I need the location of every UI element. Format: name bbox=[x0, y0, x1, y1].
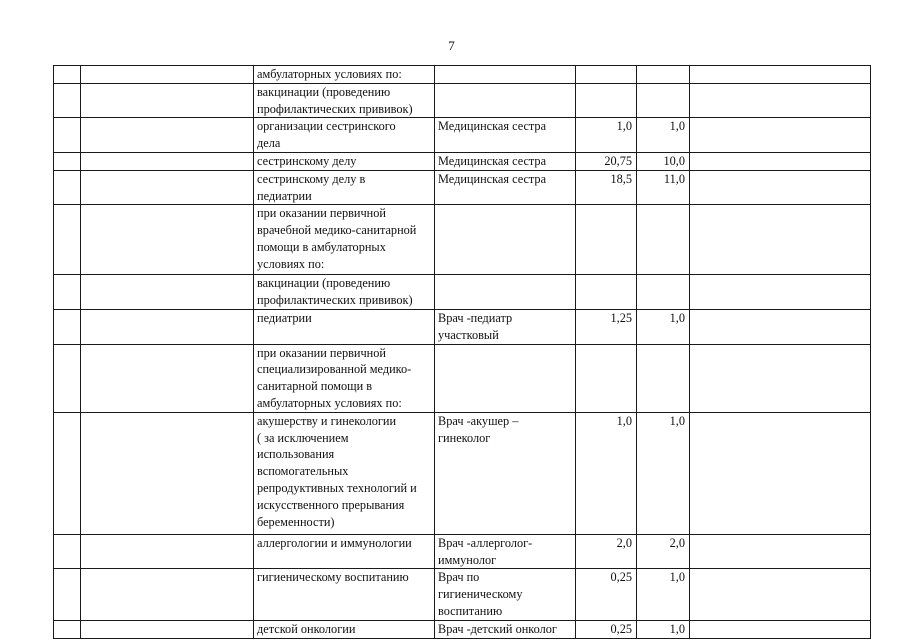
cell-activity-text: при оказании первичной специализированной медико- санитарной помощи в амбулаторных условиях по: bbox=[257, 345, 412, 410]
table-row bbox=[54, 569, 871, 620]
cell-activity bbox=[254, 205, 435, 275]
cell-position-text: Врач -педиатр участковый bbox=[438, 310, 513, 342]
cell-value-1 bbox=[576, 275, 637, 310]
cell-activity-text: амбулаторных условиях по: bbox=[257, 67, 402, 81]
cell-value-2-text: 1,0 bbox=[669, 413, 685, 428]
cell-value-2 bbox=[637, 569, 690, 620]
cell-number bbox=[54, 344, 81, 412]
table-row bbox=[54, 309, 871, 344]
cell-position bbox=[435, 344, 576, 412]
cell-position bbox=[435, 275, 576, 310]
cell-note bbox=[690, 83, 871, 118]
cell-activity bbox=[254, 83, 435, 118]
table-row bbox=[54, 83, 871, 118]
cell-value-1 bbox=[576, 412, 637, 534]
cell-activity bbox=[254, 569, 435, 620]
cell-value-2 bbox=[637, 344, 690, 412]
cell-value-1 bbox=[576, 205, 637, 275]
cell-note bbox=[690, 66, 871, 84]
cell-blank bbox=[81, 205, 254, 275]
cell-number bbox=[54, 66, 81, 84]
cell-value-1-text: 1,25 bbox=[610, 310, 632, 325]
cell-value-1 bbox=[576, 620, 637, 638]
cell-position bbox=[435, 66, 576, 84]
cell-value-2 bbox=[637, 66, 690, 84]
cell-note bbox=[690, 205, 871, 275]
cell-value-1 bbox=[576, 66, 637, 84]
cell-note bbox=[690, 534, 871, 569]
cell-number bbox=[54, 170, 81, 205]
cell-value-2-text: 11,0 bbox=[663, 171, 685, 186]
cell-activity-text: педиатрии bbox=[257, 310, 312, 325]
cell-activity bbox=[254, 152, 435, 170]
cell-blank bbox=[81, 309, 254, 344]
cell-value-1 bbox=[576, 152, 637, 170]
cell-blank bbox=[81, 620, 254, 638]
cell-activity bbox=[254, 620, 435, 638]
cell-activity bbox=[254, 534, 435, 569]
cell-number bbox=[54, 534, 81, 569]
table-row bbox=[54, 205, 871, 275]
table-row bbox=[54, 534, 871, 569]
cell-number bbox=[54, 83, 81, 118]
cell-note bbox=[690, 344, 871, 412]
cell-value-1-text: 20,75 bbox=[604, 153, 632, 168]
cell-number bbox=[54, 205, 81, 275]
cell-note bbox=[690, 170, 871, 205]
cell-position-text: Врач -детский онколог bbox=[438, 621, 557, 636]
cell-value-1 bbox=[576, 344, 637, 412]
cell-position-text: Медицинская сестра bbox=[438, 171, 547, 186]
cell-value-1 bbox=[576, 569, 637, 620]
cell-position-text: Врач по гигиеническому воспитанию bbox=[438, 570, 523, 618]
cell-value-2 bbox=[637, 412, 690, 534]
cell-value-2 bbox=[637, 620, 690, 638]
cell-value-2-text: 1,0 bbox=[669, 621, 685, 636]
cell-activity bbox=[254, 66, 435, 84]
cell-value-2 bbox=[637, 170, 690, 205]
cell-value-1 bbox=[576, 534, 637, 569]
cell-position bbox=[435, 309, 576, 344]
cell-blank bbox=[81, 66, 254, 84]
cell-blank bbox=[81, 170, 254, 205]
cell-note bbox=[690, 275, 871, 310]
cell-value-2 bbox=[637, 118, 690, 153]
table-row bbox=[54, 66, 871, 84]
cell-activity bbox=[254, 275, 435, 310]
cell-value-2-text: 1,0 bbox=[669, 310, 685, 325]
cell-blank bbox=[81, 275, 254, 310]
cell-value-1-text: 0,25 bbox=[610, 621, 632, 636]
cell-position bbox=[435, 412, 576, 534]
cell-position bbox=[435, 205, 576, 275]
cell-activity-text: акушерству и гинекологии ( за исключением использования вспомогательных репродуктивных технологий и искусственного прерывания беременности) bbox=[257, 413, 417, 529]
cell-blank bbox=[81, 152, 254, 170]
staffing-table bbox=[53, 65, 871, 639]
cell-value-1-text: 18,5 bbox=[610, 171, 632, 186]
cell-number bbox=[54, 152, 81, 170]
cell-value-1-text: 1,0 bbox=[616, 413, 632, 428]
cell-note bbox=[690, 569, 871, 620]
cell-value-2-text: 10,0 bbox=[663, 153, 685, 168]
cell-blank bbox=[81, 569, 254, 620]
cell-position bbox=[435, 118, 576, 153]
table-row bbox=[54, 344, 871, 412]
cell-value-1 bbox=[576, 118, 637, 153]
cell-value-1-text: 0,25 bbox=[610, 570, 632, 585]
cell-value-1 bbox=[576, 309, 637, 344]
cell-activity bbox=[254, 309, 435, 344]
cell-blank bbox=[81, 344, 254, 412]
cell-activity-text: вакцинации (проведению профилактических прививок) bbox=[257, 276, 413, 308]
cell-blank bbox=[81, 534, 254, 569]
cell-value-1 bbox=[576, 83, 637, 118]
cell-blank bbox=[81, 412, 254, 534]
cell-position bbox=[435, 569, 576, 620]
table-row bbox=[54, 412, 871, 534]
cell-position-text: Медицинская сестра bbox=[438, 119, 547, 134]
page-number: 7 bbox=[448, 38, 455, 53]
table-row bbox=[54, 170, 871, 205]
cell-value-2 bbox=[637, 534, 690, 569]
cell-activity-text: гигиеническому воспитанию bbox=[257, 570, 409, 585]
cell-value-2 bbox=[637, 83, 690, 118]
cell-activity-text: аллергологии и иммунологии bbox=[257, 535, 412, 550]
table-row bbox=[54, 118, 871, 153]
cell-value-2 bbox=[637, 275, 690, 310]
cell-note bbox=[690, 620, 871, 638]
table-row bbox=[54, 620, 871, 638]
cell-position-text: Врач -аллерголог- иммунолог bbox=[438, 535, 533, 567]
cell-activity bbox=[254, 344, 435, 412]
cell-value-2 bbox=[637, 205, 690, 275]
cell-value-1-text: 2,0 bbox=[616, 535, 632, 550]
cell-position-text: Врач -акушер – гинеколог bbox=[438, 413, 519, 445]
cell-activity-text: вакцинации (проведению профилактических прививок) bbox=[257, 84, 413, 116]
cell-activity bbox=[254, 412, 435, 534]
cell-value-1 bbox=[576, 170, 637, 205]
cell-position bbox=[435, 534, 576, 569]
cell-position bbox=[435, 152, 576, 170]
cell-position bbox=[435, 170, 576, 205]
cell-activity bbox=[254, 118, 435, 153]
cell-number bbox=[54, 569, 81, 620]
cell-note bbox=[690, 152, 871, 170]
cell-blank bbox=[81, 118, 254, 153]
cell-number bbox=[54, 309, 81, 344]
staffing-table-body bbox=[54, 66, 871, 639]
cell-position bbox=[435, 83, 576, 118]
table-row bbox=[54, 275, 871, 310]
cell-note bbox=[690, 309, 871, 344]
cell-value-1-text: 1,0 bbox=[616, 119, 632, 134]
cell-activity-text: организации сестринского дела bbox=[257, 119, 396, 151]
cell-number bbox=[54, 620, 81, 638]
cell-value-2-text: 1,0 bbox=[669, 570, 685, 585]
table-row bbox=[54, 152, 871, 170]
cell-activity-text: сестринскому делу bbox=[257, 153, 357, 168]
cell-blank bbox=[81, 83, 254, 118]
cell-value-2 bbox=[637, 152, 690, 170]
cell-activity-text: детской онкологии bbox=[257, 621, 356, 636]
cell-number bbox=[54, 275, 81, 310]
cell-activity bbox=[254, 170, 435, 205]
cell-number bbox=[54, 118, 81, 153]
cell-position-text: Медицинская сестра bbox=[438, 153, 547, 168]
cell-value-2-text: 1,0 bbox=[669, 119, 685, 134]
cell-value-2 bbox=[637, 309, 690, 344]
cell-position bbox=[435, 620, 576, 638]
cell-note bbox=[690, 412, 871, 534]
cell-value-2-text: 2,0 bbox=[669, 535, 685, 550]
cell-number bbox=[54, 412, 81, 534]
cell-note bbox=[690, 118, 871, 153]
cell-activity-text: сестринскому делу в педиатрии bbox=[257, 171, 366, 203]
cell-activity-text: при оказании первичной врачебной медико-санитарной помощи в амбулаторных условиях по: bbox=[257, 206, 417, 271]
